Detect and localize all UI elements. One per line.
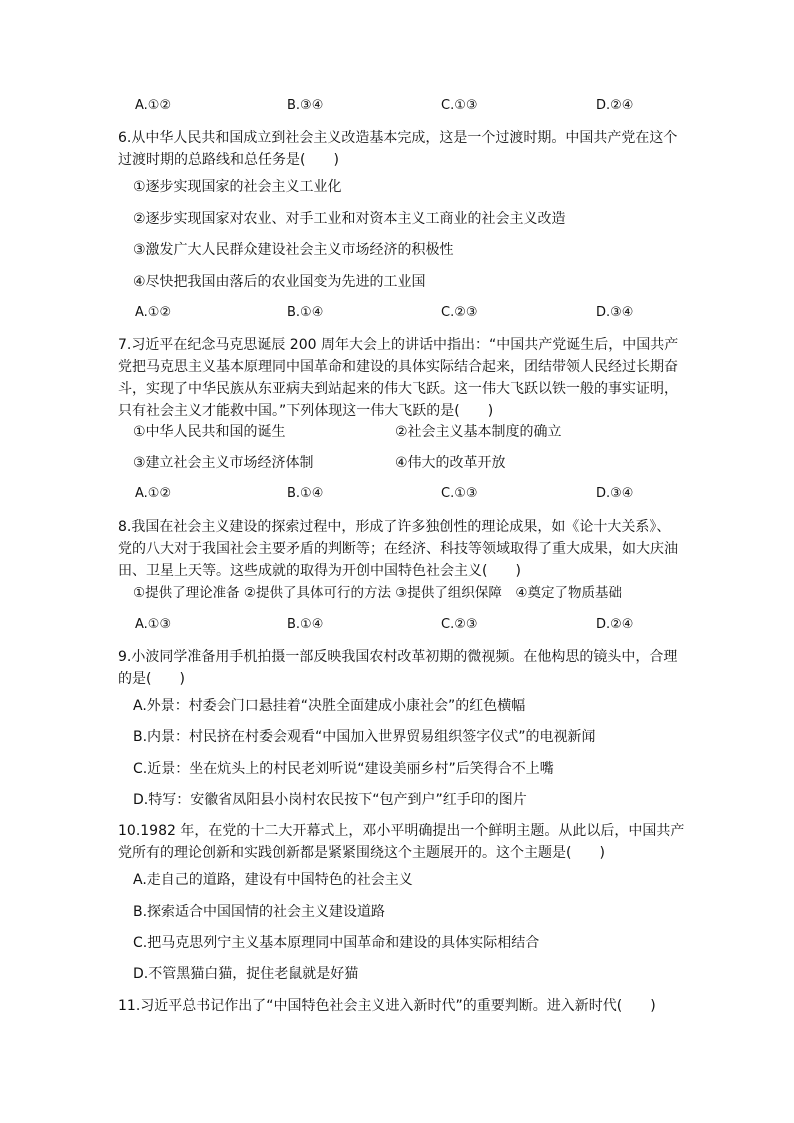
q6-stem-line-1: 6.从中华人民共和国成立到社会主义改造基本完成，这是一个过渡时期。中国共产党在这个 [118,130,678,146]
q9-stem-line-2: 的是( ) [118,671,185,687]
q6-option-a: A.①② [135,305,172,320]
q7-item-1: ①中华人民共和国的诞生 [133,424,286,440]
q7-stem-line-2: 党把马克思主义基本原理同中国革命和建设的具体实际结合起来，团结带领人民经过长期奋 [118,359,678,375]
q7-option-b: B.①④ [287,486,324,501]
q7-stem-line-4: 只有社会主义才能救中国。”下列体现这一伟大飞跃的是( ) [118,403,494,419]
q6-stem-line-2: 过渡时期的总路线和总任务是( ) [118,152,339,168]
q6-options [0,302,794,324]
q9-option-c: C.近景：坐在炕头上的村民老刘听说“建设美丽乡村”后笑得合不上嘴 [133,761,554,777]
q6-option-c: C.②③ [441,305,478,320]
q10-option-d: D.不管黑猫白猫，捉住老鼠就是好猫 [133,966,359,982]
q9-option-a: A.外景：村委会门口悬挂着“决胜全面建成小康社会”的红色横幅 [133,698,526,714]
q5-options [0,95,794,117]
q9-option-b: B.内景：村民挤在村委会观看“中国加入世界贸易组织签字仪式”的电视新闻 [133,729,596,745]
q7-option-c: C.①③ [441,486,478,501]
q6-item-3: ③激发广大人民群众建设社会主义市场经济的积极性 [133,242,454,258]
q5-option-c: C.①③ [441,98,478,113]
q10-option-a: A.走自己的道路，建设有中国特色的社会主义 [133,872,413,888]
q6-option-b: B.①④ [287,305,324,320]
q7-item-2: ②社会主义基本制度的确立 [395,424,562,440]
q7-item-3: ③建立社会主义市场经济体制 [133,455,314,471]
q8-option-c: C.②③ [441,617,478,632]
q8-option-d: D.②④ [596,617,634,632]
q7-stem-line-1: 7.习近平在纪念马克思诞辰 200 周年大会上的讲话中指出：“中国共产党诞生后，中国共产 [118,337,679,353]
q10-option-c: C.把马克思列宁主义基本原理同中国革命和建设的具体实际相结合 [133,935,540,951]
q10-stem-line-2: 党所有的理论创新和实践创新都是紧紧围绕这个主题展开的。这个主题是( ) [118,845,605,861]
q8-option-a: A.①③ [135,617,172,632]
q8-stem-line-3: 田、卫星上天等。这些成就的取得为开创中国特色社会主义( ) [118,563,521,579]
q7-option-a: A.①② [135,486,172,501]
q8-stem-line-2: 党的八大对于我国社会主要矛盾的判断等；在经济、科技等领域取得了重大成果，如大庆油 [118,541,678,557]
q6-item-1: ①逐步实现国家的社会主义工业化 [133,179,342,195]
q6-item-4: ④尽快把我国由落后的农业国变为先进的工业国 [133,274,426,290]
q7-options [0,483,794,505]
q5-option-d: D.②④ [596,98,634,113]
q6-item-2: ②逐步实现国家对农业、对手工业和对资本主义工商业的社会主义改造 [133,211,566,227]
q10-option-b: B.探索适合中国国情的社会主义建设道路 [133,904,386,920]
q11-stem-line-1: 11.习近平总书记作出了“中国特色社会主义进入新时代”的重要判断。进入新时代( ) [118,998,656,1014]
q9-option-d: D.特写：安徽省凤阳县小岗村农民按下“包产到户”红手印的图片 [133,792,527,808]
q5-option-b: B.③④ [287,98,324,113]
q8-option-b: B.①④ [287,617,324,632]
q5-option-a: A.①② [135,98,172,113]
q10-stem-line-1: 10.1982 年，在党的十二大开幕式上，邓小平明确提出一个鲜明主题。从此以后，中国共产 [118,823,685,839]
q8-items-line: ①提供了理论准备 ②提供了具体可行的方法 ③提供了组织保障 ④奠定了物质基础 [133,585,622,601]
q8-options [0,614,794,636]
q8-stem-line-1: 8.我国在社会主义建设的探索过程中，形成了许多独创性的理论成果，如《论十大关系》、 [118,519,671,535]
q7-stem-line-3: 斗，实现了中华民族从东亚病夫到站起来的伟大飞跃。这一伟大飞跃以铁一般的事实证明， [118,381,678,397]
q9-stem-line-1: 9.小波同学准备用手机拍摄一部反映我国农村改革初期的微视频。在他构思的镜头中，合理 [118,649,678,665]
q7-item-4: ④伟大的改革开放 [395,455,506,471]
q7-option-d: D.③④ [596,486,634,501]
q6-option-d: D.③④ [596,305,634,320]
